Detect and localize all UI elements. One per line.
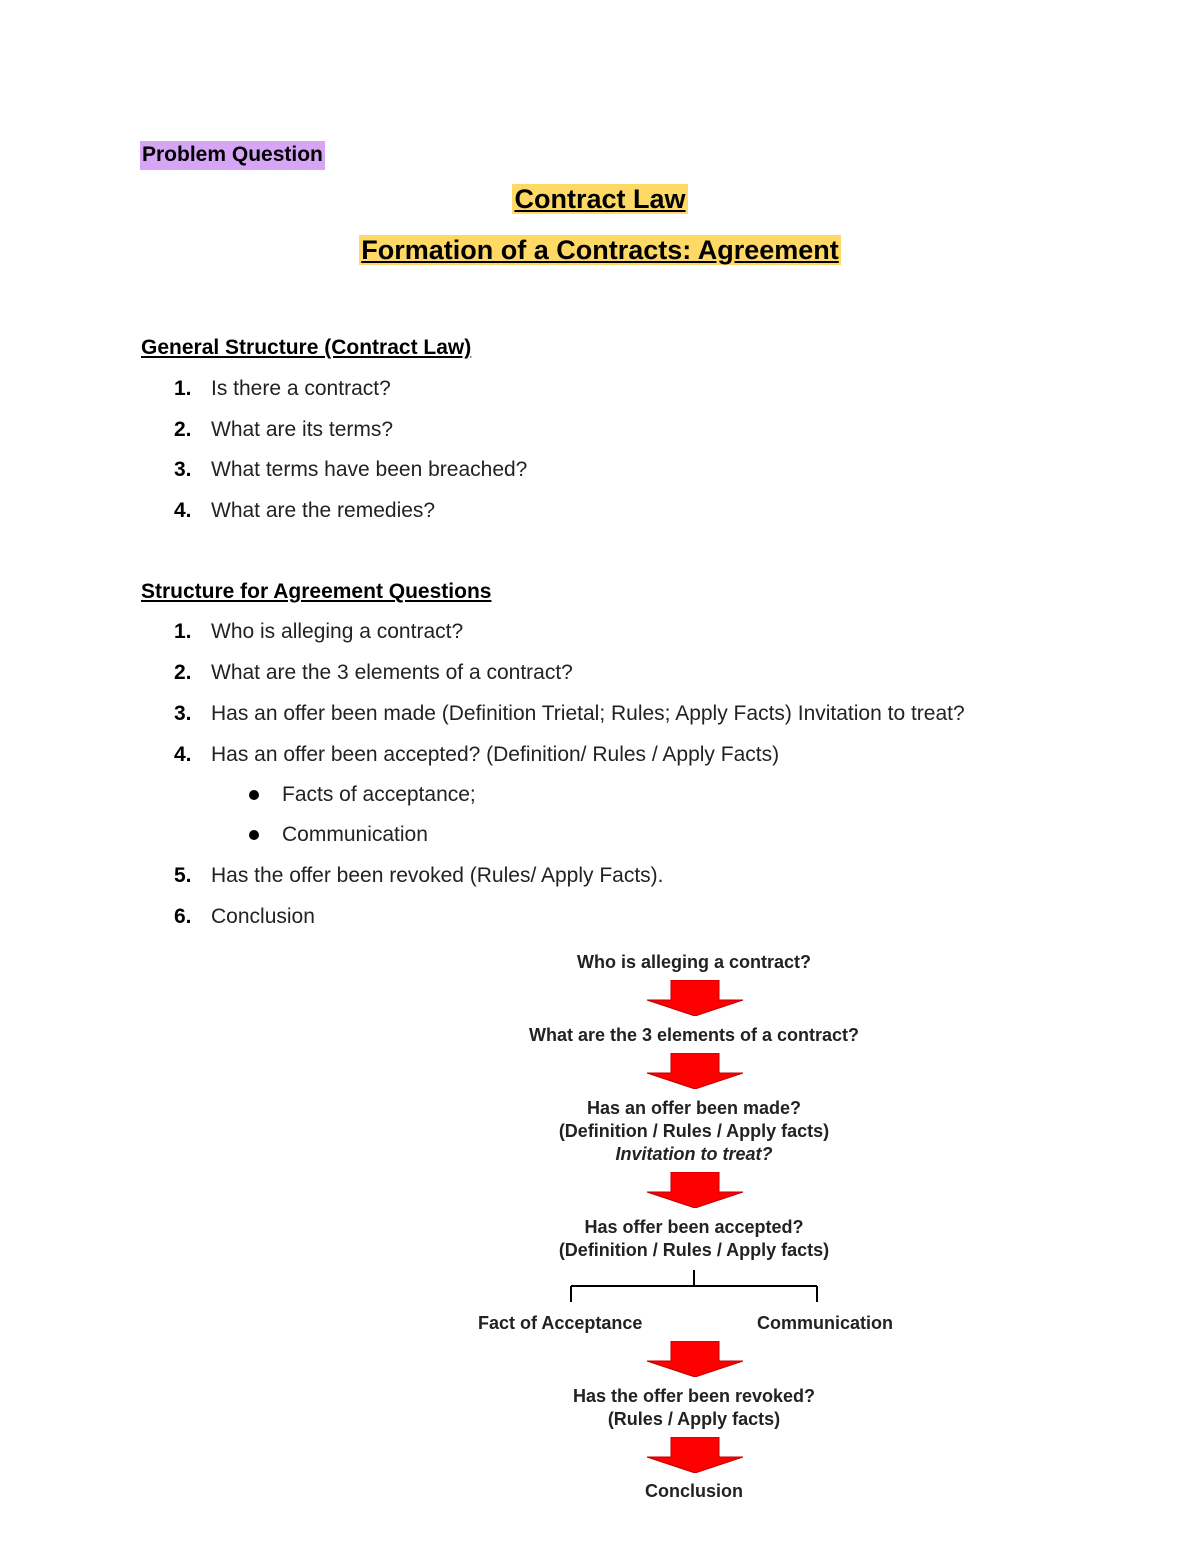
list-text: Has an offer been accepted? (Definition/ Rules / Apply Facts)	[211, 743, 780, 766]
flow-step-who-alleging: Who is alleging a contract?	[576, 952, 812, 972]
list-text: Has an offer been made (Definition Trietal; Rules; Apply Facts) Invitation to treat?	[211, 702, 965, 725]
flow-step-accepted-detail: (Definition / Rules / Apply facts)	[558, 1240, 830, 1260]
list-text: Who is alleging a contract?	[211, 620, 464, 643]
list-number: 1.	[174, 620, 192, 643]
flow-step-revoked: Has the offer been revoked?	[572, 1386, 816, 1406]
subtitle-text: Formation of a Contracts: Agreement	[361, 235, 839, 265]
flow-step-offer-made-detail: (Definition / Rules / Apply facts)	[558, 1121, 830, 1141]
list-number: 4.	[174, 743, 192, 766]
down-arrow-icon	[645, 1437, 745, 1473]
flow-step-accepted: Has offer been accepted?	[584, 1217, 804, 1237]
title-text: Contract Law	[514, 184, 686, 214]
sub-bullet-text: Facts of acceptance;	[282, 783, 476, 806]
flow-step-revoked-detail: (Rules / Apply facts)	[607, 1409, 781, 1429]
list-number: 6.	[174, 905, 192, 928]
flow-step-conclusion: Conclusion	[645, 1481, 743, 1501]
list-number: 2.	[174, 661, 192, 684]
down-arrow-icon	[645, 1053, 745, 1089]
sub-bullet-text: Communication	[282, 823, 428, 846]
list-text: What are the remedies?	[211, 499, 436, 522]
down-arrow-icon	[645, 980, 745, 1016]
bullet-icon	[249, 830, 259, 840]
flow-branch-fact-acceptance: Fact of Acceptance	[478, 1313, 643, 1333]
list-number: 2.	[174, 418, 192, 441]
flow-step-invitation: Invitation to treat?	[615, 1144, 773, 1164]
flow-branch-communication: Communication	[757, 1313, 894, 1333]
branch-connector	[560, 1268, 830, 1304]
page-subtitle	[0, 233, 1200, 267]
list-text: What are its terms?	[211, 418, 394, 441]
list-number: 1.	[174, 377, 192, 400]
down-arrow-icon	[645, 1172, 745, 1208]
list-number: 3.	[174, 702, 192, 725]
agreement-structure-heading: Structure for Agreement Questions	[141, 580, 492, 603]
list-text: Has the offer been revoked (Rules/ Apply Facts).	[211, 864, 664, 887]
list-number: 3.	[174, 458, 192, 481]
list-number: 4.	[174, 499, 192, 522]
list-text: What are the 3 elements of a contract?	[211, 661, 573, 684]
flow-step-offer-made: Has an offer been made?	[586, 1098, 802, 1118]
list-number: 5.	[174, 864, 192, 887]
down-arrow-icon	[645, 1341, 745, 1377]
page-title	[0, 182, 1200, 216]
flow-step-elements: What are the 3 elements of a contract?	[528, 1025, 860, 1045]
bullet-icon	[249, 790, 259, 800]
problem-question-tag: Problem Question	[140, 141, 325, 170]
list-text: Conclusion	[211, 905, 315, 928]
list-text: Is there a contract?	[211, 377, 391, 400]
general-structure-heading: General Structure (Contract Law)	[141, 336, 472, 359]
list-text: What terms have been breached?	[211, 458, 528, 481]
